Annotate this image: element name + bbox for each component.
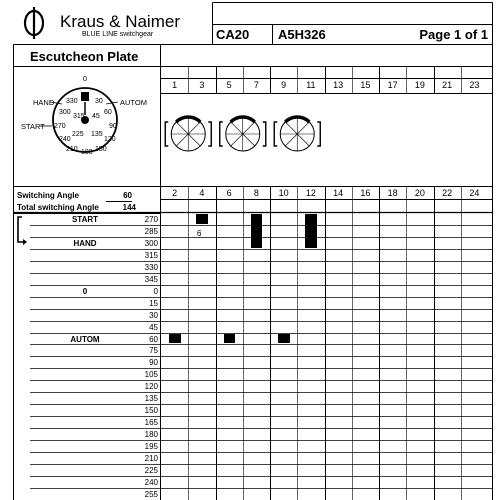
position-angle: 285 — [144, 226, 158, 236]
closed-contact-bar — [251, 214, 262, 248]
contact-number: 14 — [333, 188, 344, 198]
dial-angle: 225 — [72, 131, 84, 138]
position-angle: 105 — [144, 370, 158, 380]
position-angle: 135 — [144, 394, 158, 404]
closed-contact-bar — [305, 214, 316, 248]
position-angle: 90 — [149, 358, 158, 368]
position-angle: 15 — [149, 298, 158, 308]
contact-number: 19 — [414, 80, 425, 90]
switching-angle-value: 60 — [106, 190, 132, 202]
position-angle: 0 — [153, 286, 158, 296]
dial-label-start: START — [21, 122, 45, 131]
dial-angle: 315 — [73, 113, 85, 120]
page-indicator: Page 1 of 1 — [419, 27, 488, 42]
contact-number: 7 — [253, 80, 259, 90]
contact-number: 22 — [442, 188, 453, 198]
model-number: CA20 — [216, 27, 250, 42]
position-angle: 30 — [149, 310, 158, 320]
position-angle: 345 — [144, 274, 158, 284]
position-angle: 225 — [144, 465, 158, 475]
position-angle: 210 — [144, 454, 158, 463]
contact-number: 21 — [442, 80, 453, 90]
position-angle: 270 — [144, 215, 158, 224]
dial-label-hand: HAND — [33, 98, 55, 107]
total-angle-value: 144 — [106, 202, 136, 214]
position-label: AUTOM — [70, 334, 100, 344]
contact-number: 17 — [387, 80, 398, 90]
position-angle: 315 — [144, 250, 158, 260]
position-angle: 180 — [144, 430, 158, 440]
dial-top-label: 0 — [83, 76, 87, 83]
contact-number: 15 — [360, 80, 371, 90]
contact-number: 20 — [414, 188, 425, 198]
dial-angle: 30 — [95, 98, 103, 105]
dial-angle: 330 — [66, 98, 78, 105]
position-angle: 165 — [144, 418, 158, 428]
position-angle: 45 — [149, 322, 158, 332]
logo-text: Kraus & Naimer — [60, 12, 180, 31]
contact-number: 24 — [469, 188, 480, 198]
contact-note: 6 — [197, 229, 202, 238]
switching-angle-label: Switching Angle — [17, 191, 79, 200]
plate-title: Escutcheon Plate — [30, 49, 139, 64]
sequence-arrow-icon — [14, 214, 30, 248]
position-angle: 300 — [144, 238, 158, 248]
contact-number: 9 — [281, 80, 287, 90]
position-label: START — [71, 215, 99, 224]
position-angle: 60 — [149, 334, 158, 344]
position-angle: 195 — [144, 442, 158, 452]
position-angle: 330 — [144, 262, 158, 272]
dial-angle: 180 — [81, 149, 93, 156]
dial-angle: 300 — [59, 109, 71, 116]
position-label: 0 — [82, 286, 88, 296]
closed-contact-bar — [278, 334, 289, 344]
contact-number: 6 — [226, 188, 232, 198]
dial-angle: 150 — [95, 146, 107, 153]
contact-symbols — [160, 106, 330, 166]
kraus-naimer-logo-icon — [20, 5, 60, 41]
dial-label-autom: AUTOM — [120, 98, 147, 107]
dial-angle: 120 — [104, 136, 116, 143]
logo-subtitle: BLUE LINE switchgear — [82, 31, 154, 38]
dial-angle: 270 — [54, 123, 66, 130]
closed-contact-bar — [196, 214, 207, 224]
closed-contact-bar — [169, 334, 180, 344]
dial-angle: 135 — [91, 131, 103, 138]
dial-angle: 210 — [66, 146, 78, 153]
cam-switch-icon — [165, 117, 211, 151]
contact-number: 11 — [306, 80, 316, 90]
position-angle: 255 — [144, 489, 158, 499]
contact-number: 16 — [360, 188, 371, 198]
total-angle-label: Total switching Angle — [17, 203, 99, 212]
position-angle: 75 — [149, 346, 158, 356]
cam-switch-icon — [274, 117, 320, 151]
dial-angle: 240 — [59, 136, 71, 143]
dial-angle: 60 — [104, 109, 112, 116]
closed-contact-bar — [224, 334, 235, 344]
dial-angle: 90 — [109, 123, 117, 130]
contact-number: 4 — [199, 188, 205, 198]
contact-number: 8 — [253, 188, 259, 198]
dial-angle: 45 — [92, 113, 100, 120]
contact-number: 10 — [278, 188, 289, 198]
position-angle: 120 — [144, 382, 158, 392]
contact-number: 12 — [305, 188, 316, 198]
contact-number: 13 — [333, 80, 344, 90]
contact-number: 5 — [226, 80, 232, 90]
position-angle: 240 — [144, 477, 158, 487]
article-code: A5H326 — [278, 27, 326, 42]
position-angle: 150 — [144, 406, 158, 416]
contact-number: 18 — [387, 188, 398, 198]
position-label: HAND — [73, 238, 97, 248]
cam-switch-icon — [220, 117, 266, 151]
contact-number: 2 — [172, 188, 178, 198]
contact-number: 23 — [469, 80, 480, 90]
contact-number: 3 — [199, 80, 205, 90]
contact-number: 1 — [172, 80, 178, 90]
